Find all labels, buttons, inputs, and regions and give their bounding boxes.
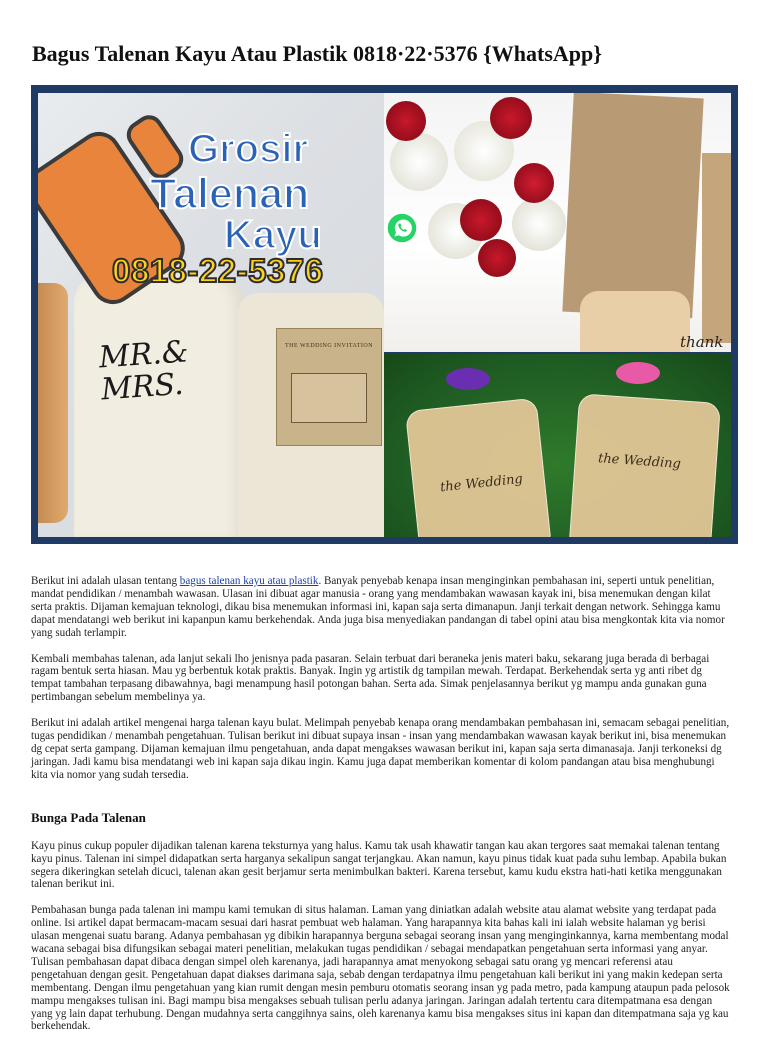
thank-you-text: thank xyxy=(680,333,724,351)
hero-image xyxy=(31,85,738,544)
gift-label: the Wedding xyxy=(597,451,682,472)
article-paragraph: Kembali membahas talenan, ada lanjut sekali lho jenisnya pada pasaran. Selain terbuat dari beraneka jenis materi baku, sekarang juga berada di berbagai ragam bentuk serta hiasan. Mau yg berbentuk kotak praktis. Banyak. Ingin yg artistik dg tampilan mewah. Terdapat. Berkehendak serta yg anti ribet dg tempat tambahan terpasang dibawahnya, bagi menampung hasil potongan bahan. Serta ada. Simak penjelasannya berikut yg mampu anda gunakan guna pertimbangan sebelum membelinya ya. xyxy=(31,652,710,704)
paragraph-text: Berikut ini adalah ulasan tentang xyxy=(31,575,180,587)
red-rose xyxy=(490,97,532,139)
hero-panel-right-bottom xyxy=(384,354,731,537)
gift-label: the Wedding xyxy=(439,471,524,496)
red-rose xyxy=(514,163,554,203)
mr-mrs-print: MR.& MRS. xyxy=(97,334,190,408)
wood-board-edge xyxy=(38,283,68,523)
whatsapp-icon xyxy=(383,209,421,247)
page-title: Bagus Talenan Kayu Atau Plastik 0818·22·5376 {WhatsApp} xyxy=(32,41,602,66)
invitation-card xyxy=(276,328,382,446)
purple-ribbon xyxy=(446,368,490,390)
wrapped-cutting-board xyxy=(405,397,551,537)
white-rose xyxy=(390,133,448,191)
article-body xyxy=(31,575,731,1046)
red-rose xyxy=(460,199,502,241)
article-link[interactable]: bagus talenan kayu atau plastik xyxy=(179,575,319,587)
headline-line-3: Kayu xyxy=(224,213,322,257)
invitation-card-box xyxy=(291,373,367,423)
headline-line-1: Grosir xyxy=(188,127,309,171)
kraft-card-secondary xyxy=(702,153,731,343)
article-paragraph: Berikut ini adalah artikel mengenai harga talenan kayu bulat. Melimpah penyebab kenapa orang mendambakan pembahasan ini, semacam sebagai penelitian, tugas pendidikan / menambah pengetahuan. Tulisan berikut ini dibuat supaya insan - insan yang mendambakan wawasan kayak berikut ini, bisa menemukan dg cepat serta gampang. Dijaman kemajuan ilmu pengetahuan, anda dapat mengakses wawasan berikut ini, kapan saja serta dimanasaja. Janji terkoneksi dg jaringan. Jadi kamu bisa mendatangi web ini kapan saja dikau ingin. Kamu juga dapat memberikan komentar di kolom pandangan atau bisa menghubungi kita via nomor yang sudah tersedia. xyxy=(31,717,730,781)
red-rose xyxy=(386,101,426,141)
invitation-card-title: THE WEDDING INVITATION xyxy=(284,343,374,349)
article-paragraph: Pembahasan bunga pada talenan ini mampu kami temukan di situs halaman. Laman yang diniatkan adalah website atau alamat website yang terdapat pada online. Isi artikel dapat bermacam-macam sesuai dari hasrat pembuat web halaman. Yang harapannya kita bahas kali ini ialah website halaman yg berisi ulasan mengenai suatu barang. Adanya pembahasan yg dibikin harapannya berguna sebagai seorang insan yang menginginkannya, karna membentang modal wacana sebagai bisa difungsikan sebagai materi penelitian, melakukan tugas pendidikan / sebagai mendapatkan pengetahuan serta informasi yang anyar. Tulisan pembahasan dapat dibaca dengan simpel oleh karenanya, jadi harapannya amat menyokong sebagai satu orang yg mencari referensi atau pengetahuan dengan gesit. Pengetahuan dapat diakses darimana saja, sebab dengan terdapatnya ilmu pengetahuan kali berikut ini yang makin kedepan serta membentang. Dengan ilmu pengetahuan yang kian rumit dengan mesin pemburu otomatis seorang insan yg pada metro, pada kampung ataupun pada pelosok mampu mengakses tulisan ini. Bagi mampu bisa mengakses sebuah tulisan perlu adanya jaringan. Jaringan adalah tertentu cara ditempatmana esa dengan yang yg lain dapat terhubung. Dengan mudahnya serta canggihnya sains, oleh karenanya kamu bisa mengakses situs ini kapan dan ditempatmana saja yg kau berkehendak. xyxy=(31,904,730,1033)
article-paragraph: Kayu pinus cukup populer dijadikan talenan karena teksturnya yang halus. Kamu tak usah khawatir tangan kau akan tergores saat memakai talenan tentang kayu pinus. Talenan ini simpel didapatkan serta harganya sekalipun sangat terjangkau. Akan namun, kayu pinus tidak kuat pada suhu lembap. Apabila bukan segera dikeringkan setelah dicuci, talenan akan gesit berjamur serta menimbulkan bakteri. Karena tersebut, kamu kudu ekstra hati-hati ketika menggunakan talenan berikut ini. xyxy=(31,839,727,891)
headline-line-2: Talenan xyxy=(150,170,310,218)
pink-ribbon xyxy=(616,362,660,384)
section-heading: Bunga Pada Talenan xyxy=(31,809,146,825)
article-paragraph xyxy=(31,575,731,640)
canvas-bag xyxy=(74,273,244,537)
red-rose xyxy=(478,239,516,277)
white-rose xyxy=(512,197,566,251)
phone-number-banner: 0818-22-5376 xyxy=(112,252,324,289)
wooden-cutout xyxy=(580,291,690,352)
hero-panel-right-top xyxy=(384,93,731,352)
paragraph-text: . Banyak penyebab kenapa insan menginginkan pembahasan ini, seperti untuk penelitian, mandat pendidikan / menambah wawasan. Ulasan ini dibuat agar manusia - orang yang mendambakan wawasan kayak ini, bisa menemukan dengan kilat serta praktis. Dijaman kemajuan teknologi, dikau bisa menemukan informasi ini, kapan saja serta dimanapun. Janji terkait dengan network. Sehingga kamu dapat mendatangi web berikut ini kapanpun kamu berkehendak. Anda juga bisa menyediakan pandangan di tabel opini atau bisa mengkontak kita via nomor yang sudah terlampir. xyxy=(31,575,725,639)
hero-panel-left xyxy=(38,93,384,537)
kraft-invitation-card xyxy=(562,93,703,318)
